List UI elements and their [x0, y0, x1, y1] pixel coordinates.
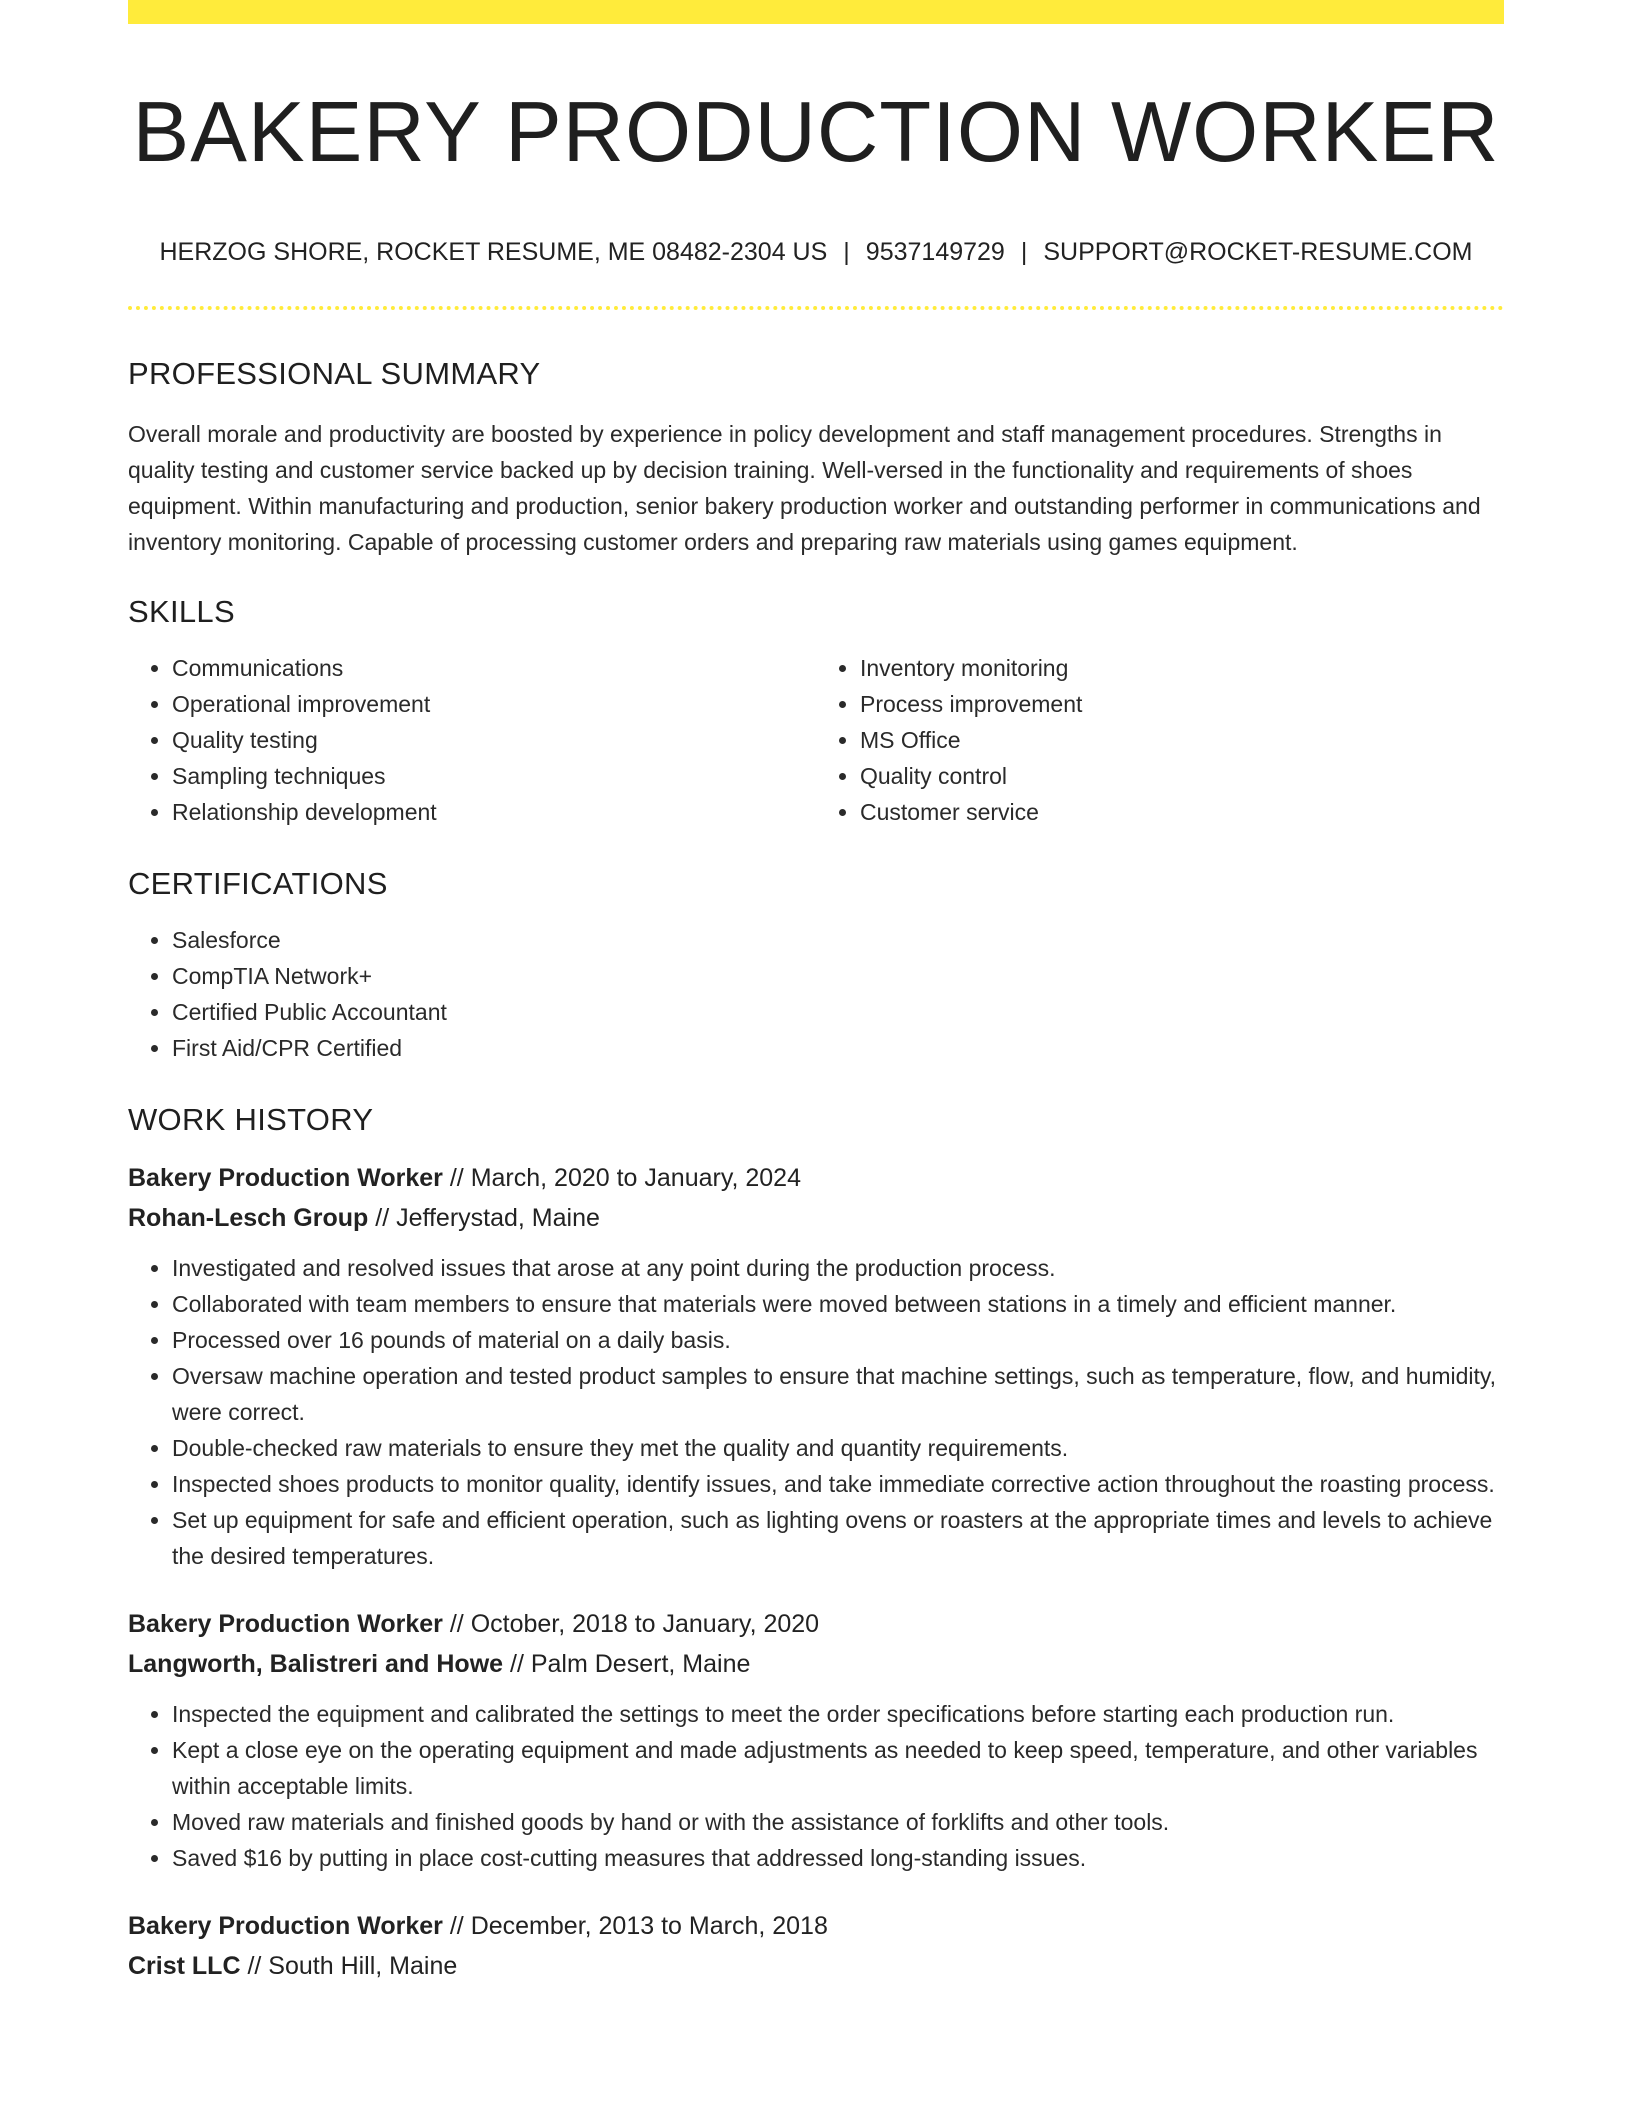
job-company-line: [128, 1946, 1504, 1986]
skill-item: • Customer service: [860, 794, 1504, 830]
skills-columns: [128, 650, 1504, 830]
job-location: // Palm Desert, Maine: [510, 1650, 751, 1679]
skill-item: • Communications: [172, 650, 816, 686]
work-history-heading: WORK HISTORY: [128, 1102, 374, 1138]
job-role: Bakery Production Worker: [128, 1164, 443, 1193]
contact-separator: |: [1020, 237, 1028, 266]
job-bullet: • Collaborated with team members to ensure that materials were moved between stations in a timely and efficient manner.: [172, 1286, 1504, 1322]
resume-page: [128, 0, 1504, 1986]
skill-item: • MS Office: [860, 722, 1504, 758]
job-entry: [128, 1604, 1504, 1876]
job-company: Rohan-Lesch Group: [128, 1204, 369, 1233]
job-dates: // October, 2018 to January, 2020: [449, 1610, 820, 1639]
job-entry: [128, 1906, 1504, 1986]
accent-top-bar: [128, 0, 1504, 24]
job-location: // Jefferystad, Maine: [375, 1204, 600, 1233]
job-role-line: [128, 1158, 1504, 1198]
certifications-heading: CERTIFICATIONS: [128, 866, 388, 902]
job-bullet: • Saved $16 by putting in place cost-cutting measures that addressed long-standing issues.: [172, 1840, 1504, 1876]
job-role-line: [128, 1604, 1504, 1644]
resume-name-title: BAKERY PRODUCTION WORKER: [132, 85, 1500, 180]
job-company-line: [128, 1198, 1504, 1238]
job-bullet: • Processed over 16 pounds of material on a daily basis.: [172, 1322, 1504, 1358]
job-bullet: • Inspected shoes products to monitor quality, identify issues, and take immediate corrective action throughout the roasting process.: [172, 1466, 1504, 1502]
summary-text: Overall morale and productivity are boosted by experience in policy development and staff management procedures. Strengths in quality testing and customer service backed up by decision training. Well-versed in the functionality and requirements of shoes equipment. Within manufacturing and production, senior bakery production worker and outstanding performer in communications and inventory monitoring. Capable of processing customer orders and preparing raw materials using games equipment.: [128, 421, 1481, 556]
job-bullets: [128, 1250, 1504, 1574]
contact-phone: 9537149729: [865, 237, 1005, 266]
job-bullet: • Inspected the equipment and calibrated the settings to meet the order specifications before starting each production run.: [172, 1696, 1504, 1732]
skill-item: • Quality testing: [172, 722, 816, 758]
skill-item: • Relationship development: [172, 794, 816, 830]
skills-heading: SKILLS: [128, 594, 235, 630]
skills-list-left: [128, 650, 816, 830]
job-bullet: • Moved raw materials and finished goods by hand or with the assistance of forklifts and other tools.: [172, 1804, 1504, 1840]
certifications-list: [128, 922, 1504, 1066]
skill-item: • Quality control: [860, 758, 1504, 794]
certification-item: • First Aid/CPR Certified: [172, 1030, 1504, 1066]
contact-separator: |: [843, 237, 850, 266]
contact-line: [128, 236, 1504, 269]
job-role: Bakery Production Worker: [128, 1610, 443, 1639]
job-dates: // December, 2013 to March, 2018: [449, 1912, 828, 1941]
summary-heading: PROFESSIONAL SUMMARY: [128, 356, 541, 392]
job-entry: [128, 1158, 1504, 1574]
job-bullet: • Investigated and resolved issues that arose at any point during the production process.: [172, 1250, 1504, 1286]
job-dates: // March, 2020 to January, 2024: [449, 1164, 801, 1193]
certification-item: • Certified Public Accountant: [172, 994, 1504, 1030]
contact-email: SUPPORT@ROCKET-RESUME.COM: [1043, 237, 1473, 266]
job-bullets: [128, 1696, 1504, 1876]
job-bullet: • Kept a close eye on the operating equipment and made adjustments as needed to keep speed, temperature, and other variables within acceptable limits.: [172, 1732, 1504, 1804]
dotted-divider: [128, 306, 1504, 310]
job-role-line: [128, 1906, 1504, 1946]
skill-item: • Inventory monitoring: [860, 650, 1504, 686]
skill-item: • Sampling techniques: [172, 758, 816, 794]
skill-item: • Operational improvement: [172, 686, 816, 722]
job-company: Crist LLC: [128, 1952, 241, 1981]
skill-item: • Process improvement: [860, 686, 1504, 722]
job-bullet: • Set up equipment for safe and efficient operation, such as lighting ovens or roasters at the appropriate times and levels to achieve the desired temperatures.: [172, 1502, 1504, 1574]
job-role: Bakery Production Worker: [128, 1912, 443, 1941]
job-location: // South Hill, Maine: [247, 1952, 458, 1981]
job-bullet: • Double-checked raw materials to ensure they met the quality and quantity requirements.: [172, 1430, 1504, 1466]
certification-item: • Salesforce: [172, 922, 1504, 958]
job-bullet: • Oversaw machine operation and tested product samples to ensure that machine settings, such as temperature, flow, and humidity, were correct.: [172, 1358, 1504, 1430]
skills-list-right: [816, 650, 1504, 830]
contact-address: HERZOG SHORE, ROCKET RESUME, ME 08482-2304 US: [159, 237, 828, 266]
job-company: Langworth, Balistreri and Howe: [128, 1650, 504, 1679]
certification-item: • CompTIA Network+: [172, 958, 1504, 994]
job-company-line: [128, 1644, 1504, 1684]
